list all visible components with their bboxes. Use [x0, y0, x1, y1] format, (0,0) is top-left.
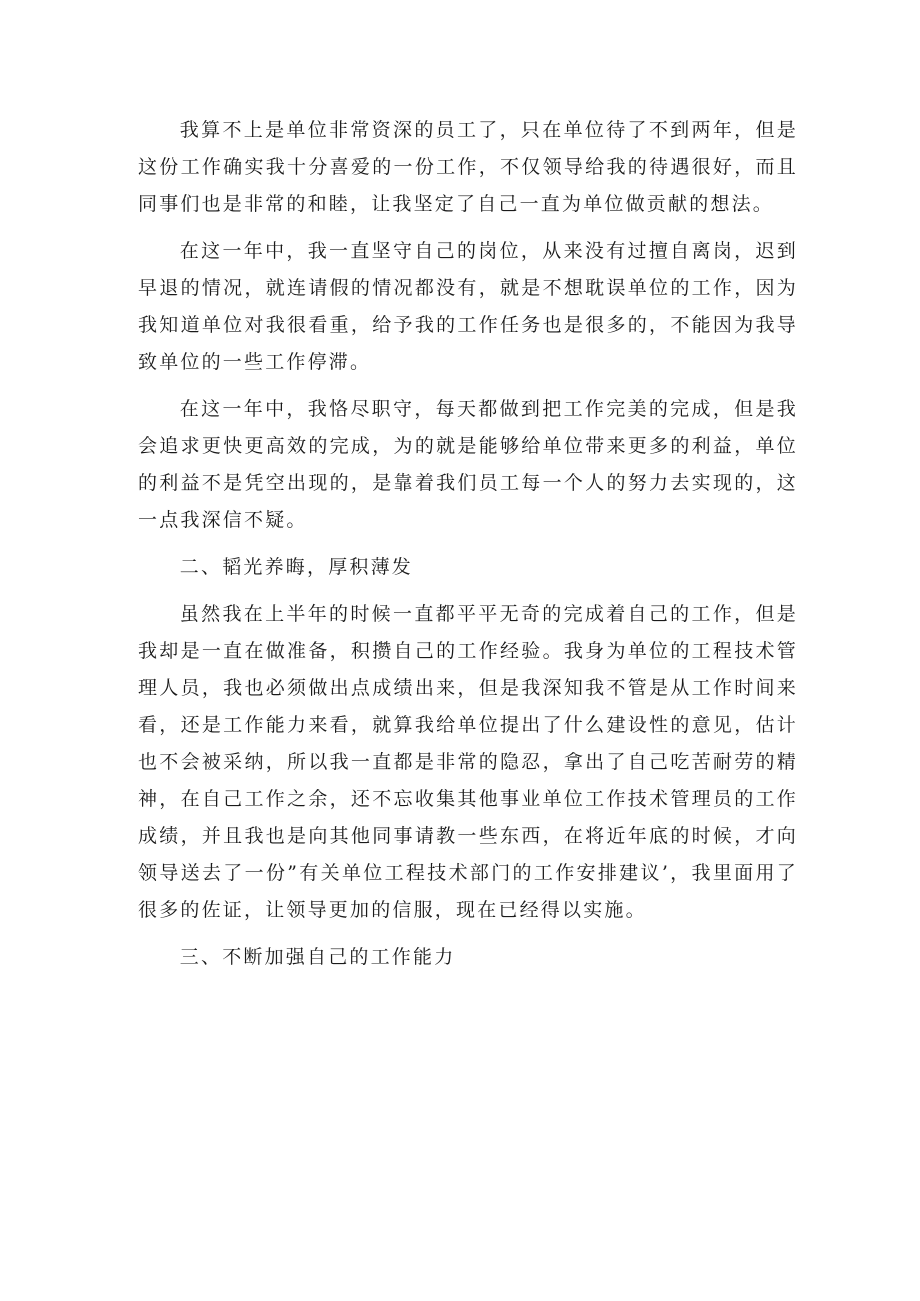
document-body: [138, 112, 798, 976]
paragraph-1: 我算不上是单位非常资深的员工了，只在单位待了不到两年，但是这份工作确实我十分喜爱的一份工作，不仅领导给我的待遇很好，而且同事们也是非常的和睦，让我坚定了自己一直为单位做贡献的想法。: [138, 119, 798, 215]
section-heading-2: 二、韬光养晦，厚积薄发: [179, 556, 413, 578]
paragraph-3: 在这一年中，我恪尽职守，每天都做到把工作完美的完成，但是我会追求更快更高效的完成，为的就是能够给单位带来更多的利益，单位的利益不是凭空出现的，是靠着我们员工每一个人的努力去实现的，这一点我深信不疑。: [138, 398, 798, 531]
paragraph-4: 虽然我在上半年的时候一直都平平无奇的完成着自己的工作，但是我却是一直在做准备，积攒自己的工作经验。我身为单位的工程技术管理人员，我也必须做出点成绩出来，但是我深知我不管是从工作时间来看，还是工作能力来看，就算我给单位提出了什么建设性的意见，估计也不会被采纳，所以我一直都是非常的隐忍，拿出了自己吃苦耐劳的精神，在自己工作之余，还不忘收集其他事业单位工作技术管理员的工作成绩，并且我也是向其他同事请教一些东西，在将近年底的时候，才向领导送去了一份”有关单位工程技术部门的工作安排建议’，我里面用了很多的佐证，让领导更加的信服，现在已经得以实施。: [138, 603, 798, 921]
section-heading-3: 三、不断加强自己的工作能力: [179, 946, 456, 968]
paragraph-2: 在这一年中，我一直坚守自己的岗位，从来没有过擅自离岗，迟到早退的情况，就连请假的情况都没有，就是不想耽误单位的工作，因为我知道单位对我很看重，给予我的工作任务也是很多的，不能因为我导致单位的一些工作停滞。: [138, 240, 798, 373]
